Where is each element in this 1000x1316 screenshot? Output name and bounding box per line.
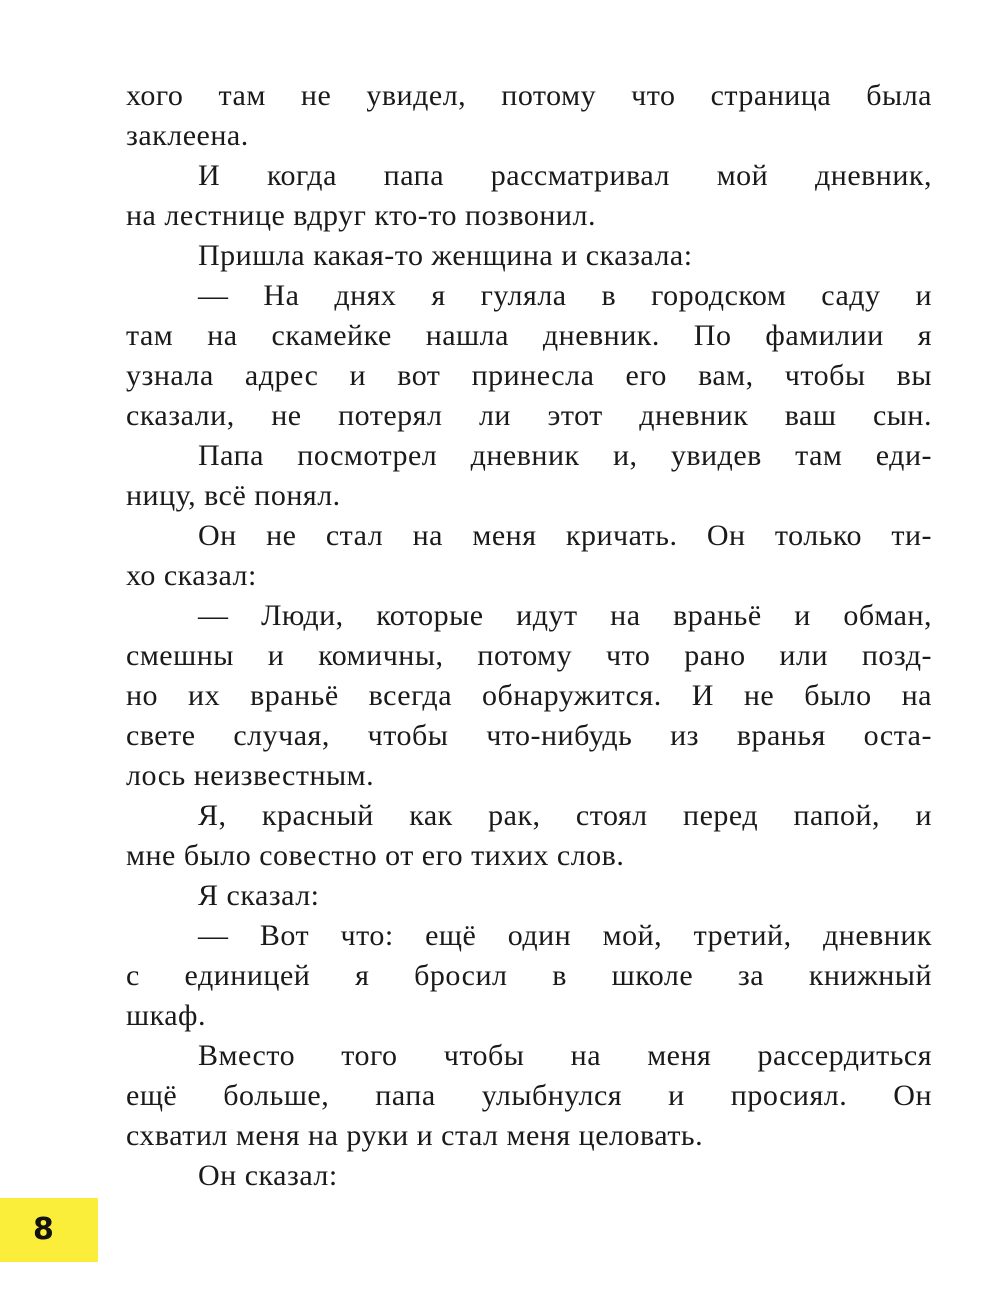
text-line: но их враньё всегда обнаружится. И не было на [126, 679, 932, 712]
text-line: схватил меня на руки и стал меня целовать. [126, 1119, 704, 1152]
dialogue-line: — Люди, которые идут на враньё и обман, [198, 599, 932, 632]
paragraph-start-line: И когда папа рассматривал мой дневник, [198, 159, 932, 192]
paragraph-start-line: Он не стал на меня кричать. Он только ти- [198, 519, 932, 552]
text-line: мне было совестно от его тихих слов. [126, 839, 625, 872]
dialogue-line: — Вот что: ещё один мой, третий, дневник [198, 919, 932, 952]
paragraph-start-line: Я сказал: [198, 879, 320, 912]
text-line: лось неизвестным. [126, 759, 375, 792]
text-line: с единицей я бросил в школе за книжный [126, 959, 932, 992]
text-line: узнала адрес и вот принесла его вам, чтобы вы [126, 359, 932, 392]
text-line: свете случая, чтобы что-нибудь из вранья оста- [126, 719, 932, 752]
text-line: там на скамейке нашла дневник. По фамилии я [126, 319, 932, 352]
text-line: хого там не увидел, потому что страница была [126, 79, 932, 112]
paragraph-start-line: Вместо того чтобы на меня рассердиться [198, 1039, 932, 1072]
text-line: ницу, всё понял. [126, 479, 341, 512]
paragraph-start-line: Папа посмотрел дневник и, увидев там еди- [198, 439, 932, 472]
text-line: сказали, не потерял ли этот дневник ваш сын. [126, 399, 932, 432]
text-line: шкаф. [126, 999, 206, 1032]
text-line: заклеена. [126, 119, 249, 152]
paragraph-start-line: Я, красный как рак, стоял перед папой, и [198, 799, 932, 832]
text-line: на лестнице вдруг кто-то позвонил. [126, 199, 596, 232]
paragraph-start-line: Он сказал: [198, 1159, 338, 1192]
text-line: ещё больше, папа улыбнулся и просиял. Он [126, 1079, 932, 1112]
text-line: хо сказал: [126, 559, 257, 592]
dialogue-line: — На днях я гуляла в городском саду и [198, 279, 932, 312]
story-text [126, 76, 932, 1196]
page-number: 8 [33, 1212, 54, 1247]
paragraph-start-line: Пришла какая-то женщина и сказала: [198, 239, 693, 272]
text-line: смешны и комичны, потому что рано или позд- [126, 639, 932, 672]
